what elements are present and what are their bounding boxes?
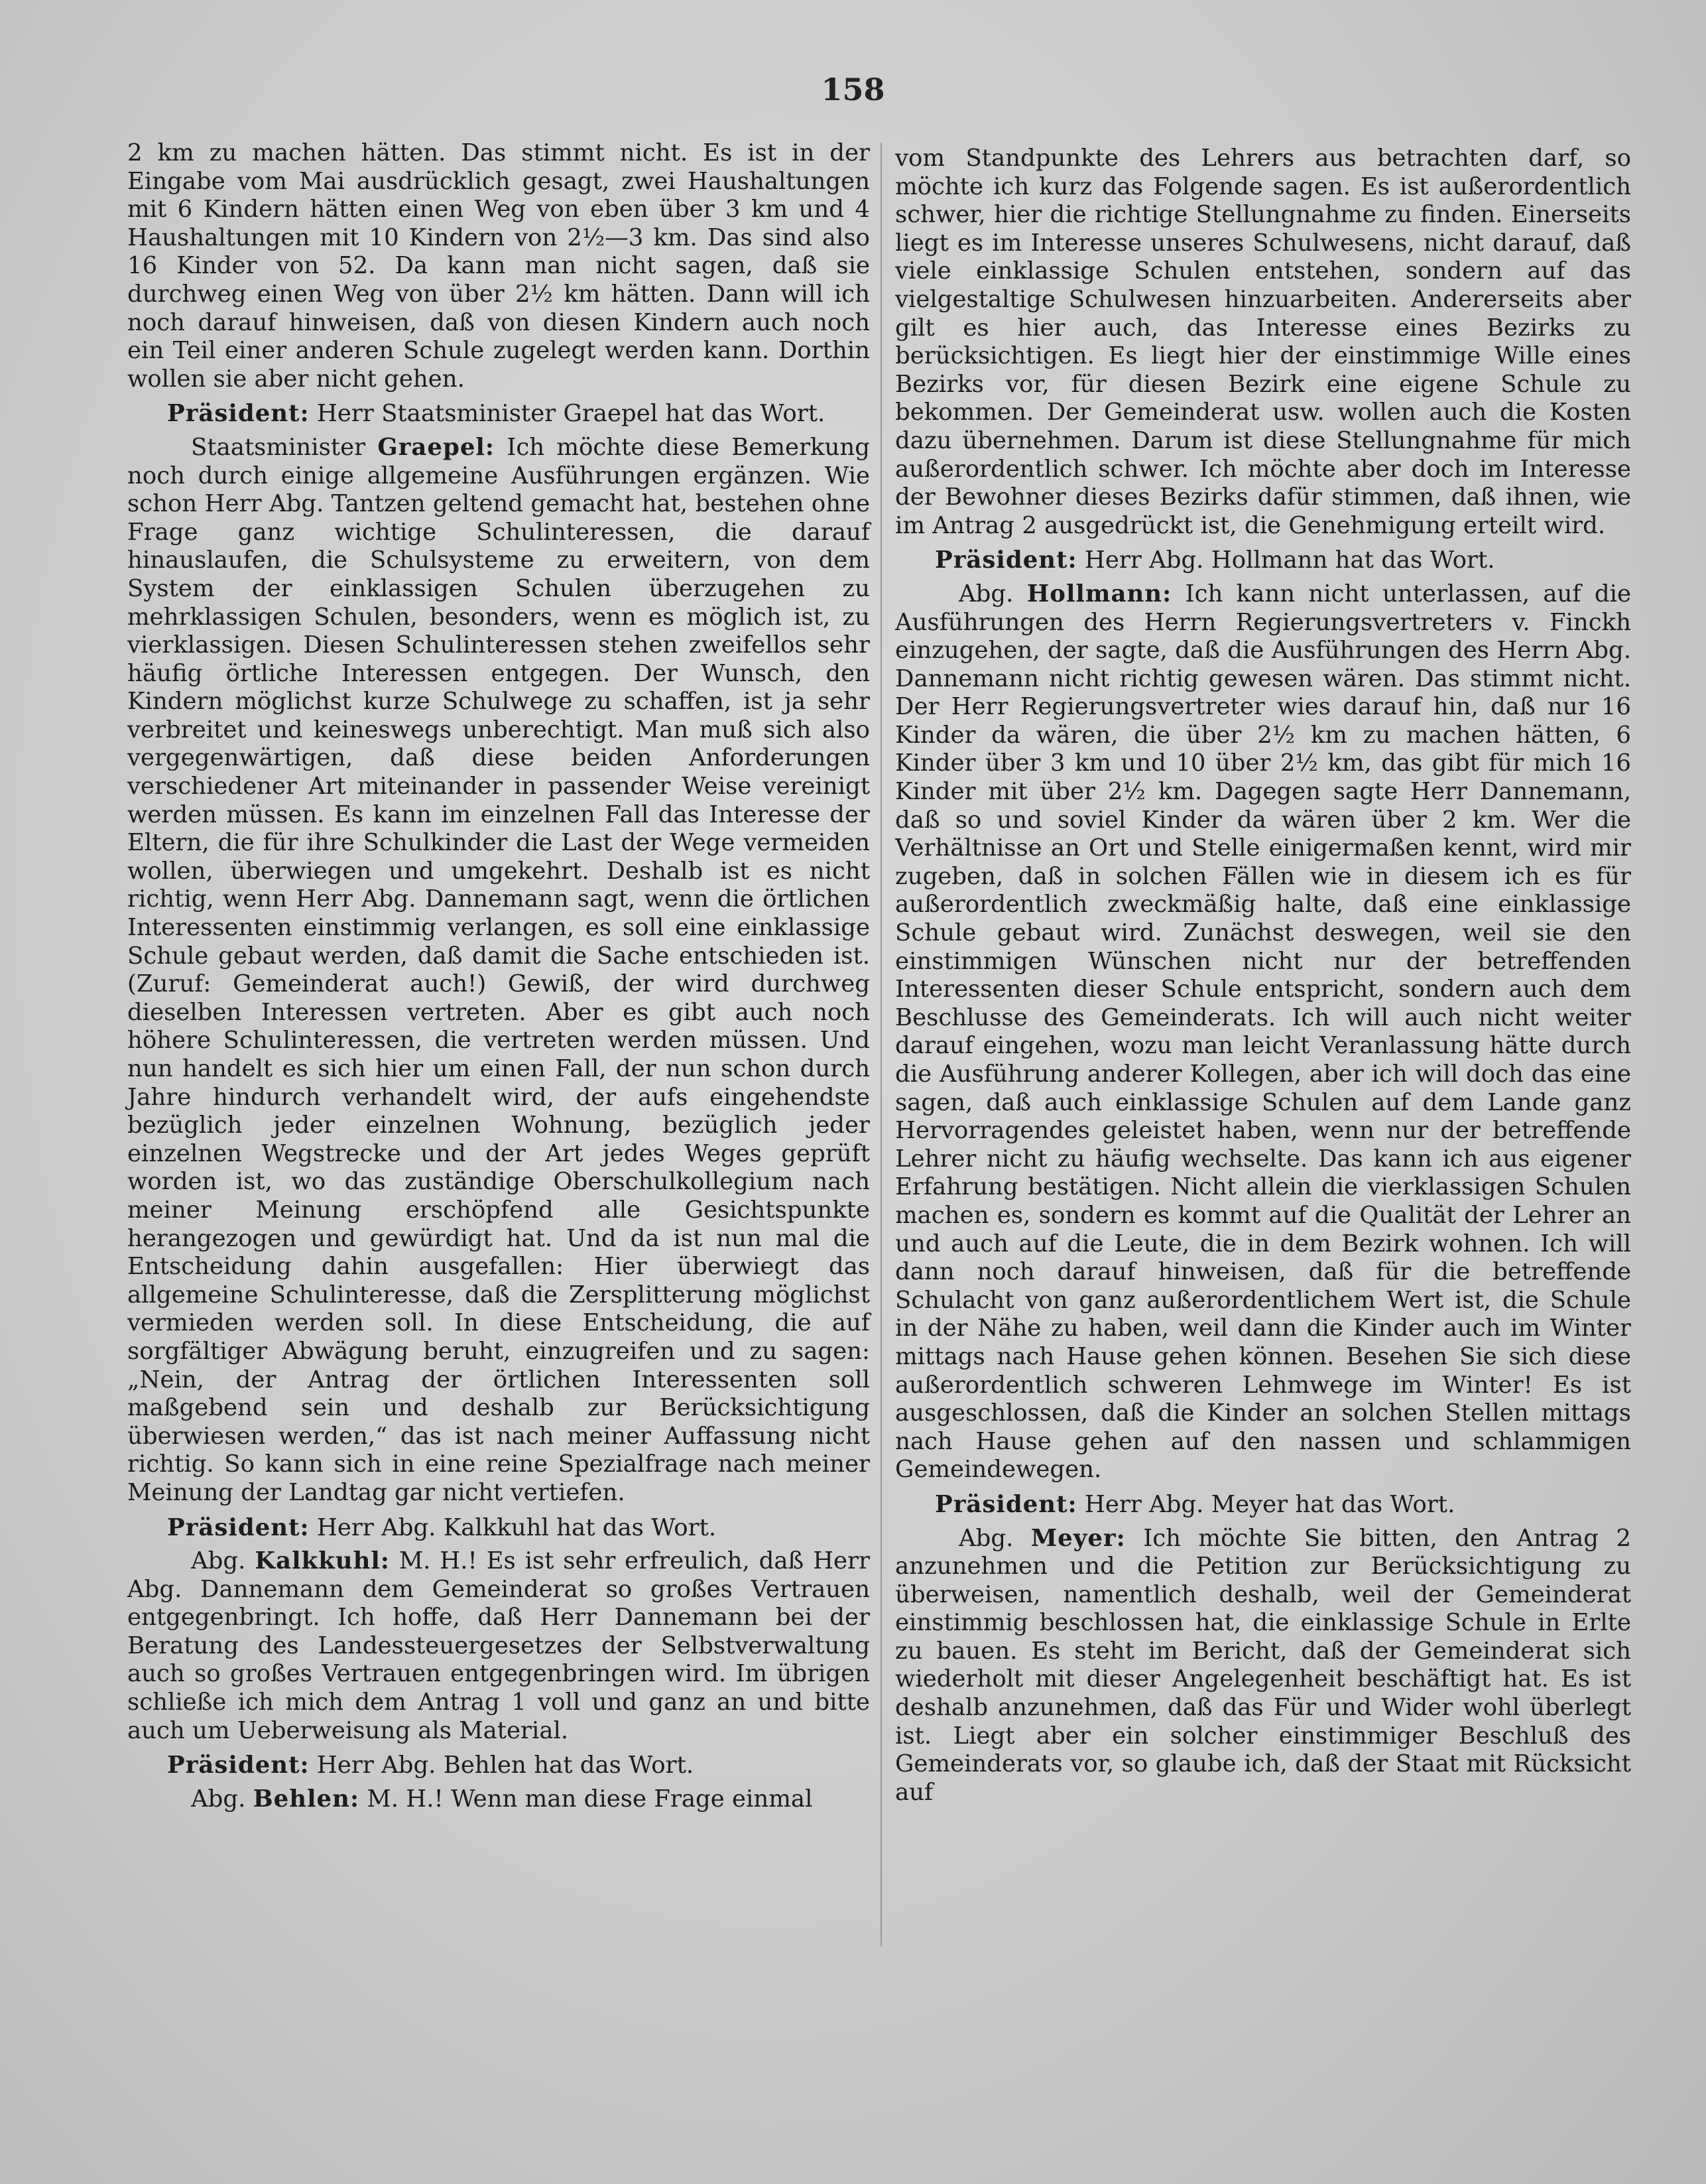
paragraph: vom Standpunkte des Lehrers aus betrachten darf, so möchte ich kurz das Folgende sagen. Es ist außerordentlich schwer, hier die richtige Stellungnahme zu finden. Einerseits liegt es im Interesse unseres Schulwesens, nicht darauf, daß viele einklassige Schulen entstehen, sondern auf das vielgestaltige Schulwesen hinzuarbeiten. Andererseits aber gilt es hier auch, das Interesse eines Bezirks zu berücksichtigen. Es liegt hier der einstimmige Wille eines Bezirks vor, für diesen Bezirk eine eigene Schule zu bekommen. Der Gemeinderat usw. wollen auch die Kosten dazu übernehmen. Darum ist diese Stellungnahme für mich außerordentlich schwer. Ich möchte aber doch im Interesse der Bewohner dieses Bezirks dafür stimmen, daß ihnen, wie im Antrag 2 ausgedrückt ist, die Genehmigung erteilt wird. [895,145,1631,539]
speaker-title: Abg. [959,580,1014,608]
speech-text: Ich möchte Sie bitten, den Antrag 2 anzunehmen und die Petition zur Berücksichtigung zu überweisen, namentlich deshalb, weil der Gemeinderat einstimmig beschlossen hat, die einklassige Schule in Erlte zu bauen. Es steht im Bericht, daß der Gemeinderat sich wiederholt mit dieser Angelegenheit beschäftigt hat. Es ist deshalb anzunehmen, daß das Für und Wider wohl überlegt ist. Liegt aber ein solcher einstimmiger Beschluß des Gemeinderats vor, so glaube ich, daß der Staat mit Rücksicht auf [895,1524,1631,1806]
speaker-label: Graepel: [377,433,495,461]
speaker-title: Abg. [959,1524,1014,1552]
president-line [895,1491,1631,1519]
president-text: Herr Abg. Kalkkuhl hat das Wort. [316,1513,717,1541]
speaker-title: Abg. [191,1785,246,1813]
president-text: Herr Staatsminister Graepel hat das Wort. [316,400,825,428]
speech-paragraph [895,580,1631,1484]
speech-text: Ich möchte diese Bemerkung noch durch einige allgemeine Ausführungen ergänzen. Wie schon Herr Abg. Tantzen geltend gemacht hat, bestehen ohne Frage ganz wichtige Schulinteressen, die darauf hinauslaufen, die Schulsysteme zu erweitern, von dem System der einklassigen Schulen überzugehen zu mehrklassigen Schulen, besonders, wenn es möglich ist, zu vierklassigen. Diesen Schulinteressen stehen zweifellos sehr häufig örtliche Interessen entgegen. Der Wunsch, den Kindern möglichst kurze Schulwege zu schaffen, ist ja sehr verbreitet und keineswegs unberechtigt. Man muß sich also vergegenwärtigen, daß diese beiden Anforderungen verschiedener Art miteinander in passender Weise vereinigt werden müssen. Es kann im einzelnen Fall das Interesse der Eltern, die für ihre Schulkinder die Last der Wege vermeiden wollen, überwiegen und umgekehrt. Deshalb ist es nicht richtig, wenn Herr Abg. Dannemann sagt, wenn die örtlichen Interessenten einstimmig verlangen, es soll eine einklassige Schule gebaut werden, daß damit die Sache entschieden ist. (Zuruf: Gemeinderat auch!) Gewiß, der wird durchweg dieselben Interessen vertreten. Aber es gibt auch noch höhere Schulinteressen, die vertreten werden müssen. Und nun handelt es sich hier um einen Fall, der nun schon durch Jahre hindurch verhandelt wird, der aufs eingehendste bezüglich jeder einzelnen Wohnung, bezüglich jeder einzelnen Wegstrecke und der Art jedes Weges geprüft worden ist, wo das zuständige Oberschulkollegium nach meiner Meinung erschöpfend alle Gesichtspunkte herangezogen und gewürdigt hat. Und da ist nun mal die Entscheidung dahin ausgefallen: Hier überwiegt das allgemeine Schulinteresse, daß die Zersplitterung möglichst vermieden werden soll. In diese Entscheidung, die auf sorgfältiger Abwägung beruht, einzugreifen und zu sagen: „Nein, der Antrag der örtlichen Interessenten soll maßgebend sein und deshalb zur Berücksichtigung überwiesen werden,“ das ist nach meiner Auffassung nicht richtig. So kann sich in eine reine Spezialfrage nach meiner Meinung der Landtag gar nicht vertiefen. [127,433,870,1506]
speaker-title: Abg. [191,1547,246,1575]
speech-text: Ich kann nicht unterlassen, auf die Ausführungen des Herrn Regierungsvertreters v. Finckh einzugehen, der sagte, daß die Ausführungen des Herrn Abg. Dannemann nicht richtig gewesen wären. Das stimmt nicht. Der Herr Regierungsvertreter wies darauf hin, daß nur 16 Kinder da wären, die über 2½ km zu machen hätten, 6 Kinder über 3 km und 10 über 2½ km, das gibt für mich 16 Kinder mit über 2½ km. Dagegen sagte Herr Dannemann, daß so und soviel Kinder da wären über 2 km. Wer die Verhältnisse an Ort und Stelle einigermaßen kennt, wird mir zugeben, daß in solchen Fällen wie in diesem ich es für außerordentlich zweckmäßig halte, daß eine einklassige Schule gebaut wird. Zunächst deswegen, weil sie den einstimmigen Wünschen nicht nur der betreffenden Interessenten dieser Schule entspricht, sondern auch dem Beschlusse des Gemeinderats. Ich will auch nicht weiter darauf eingehen, wozu man leicht Veranlassung hätte durch die Ausführung anderer Kollegen, aber ich will doch das eine sagen, daß auch einklassige Schulen auf dem Lande ganz Hervorragendes geleistet haben, wenn nur der betreffende Lehrer nicht zu häufig wechselte. Das kann ich aus eigener Erfahrung bestätigen. Nicht allein die vierklassigen Schulen machen es, sondern es kommt auf die Qualität der Lehrer an und auch auf die Leute, die in dem Bezirk wohnen. Ich will dann noch darauf hinweisen, daß für die betreffende Schulacht von ganz außerordentlichem Wert ist, die Schule in der Nähe zu haben, weil dann die Kinder auch im Winter mittags nach Hause gehen können. Besehen Sie sich diese außerordentlich schweren Lehmwege im Winter! Es ist ausgeschlossen, daß die Kinder an solchen Stellen mittags nach Hause gehen auf den nassen und schlammigen Gemeindewegen. [895,580,1631,1484]
speaker-label: Präsident: [935,546,1077,574]
speaker-label: Hollmann: [1026,580,1172,608]
speaker-label: Präsident: [167,400,310,428]
president-line [895,546,1631,575]
speech-paragraph [127,1785,870,1814]
speech-text: M. H.! Es ist sehr erfreulich, daß Herr Abg. Dannemann dem Gemeinderat so großes Vertrauen entgegenbringt. Ich hoffe, daß Herr Dannemann bei der Beratung des Landessteuergesetzes der Selbstverwaltung auch so großes Vertrauen entgegenbringen wird. Im übrigen schließe ich mich dem Antrag 1 voll und ganz an und bitte auch um Ueberweisung als Material. [127,1547,870,1744]
speaker-label: Präsident: [167,1513,310,1541]
speaker-label: Behlen: [253,1785,360,1813]
president-line [127,1514,870,1543]
speaker-label: Meyer: [1030,1524,1126,1552]
speech-paragraph [895,1525,1631,1807]
left-column [127,139,870,1813]
president-text: Herr Abg. Hollmann hat das Wort. [1084,546,1495,574]
speech-paragraph [127,434,870,1508]
president-text: Herr Abg. Meyer hat das Wort. [1084,1490,1455,1518]
speaker-title: Staatsminister [191,433,366,461]
president-line [127,1752,870,1780]
speaker-label: Präsident: [167,1752,310,1779]
speaker-label: Kalkkuhl: [255,1547,390,1575]
speech-text: M. H.! Wenn man diese Frage einmal [367,1785,813,1813]
page-number: 158 [821,72,885,107]
column-divider [881,143,882,1947]
paragraph: 2 km zu machen hätten. Das stimmt nicht. Es ist in der Eingabe vom Mai ausdrücklich gesagt, zwei Haushaltungen mit 6 Kindern hätten einen Weg von eben über 3 km und 4 Haushaltungen mit 10 Kindern von 2½—3 km. Das sind also 16 Kinder von 52. Da kann man nicht sagen, daß sie durchweg einen Weg von über 2½ km hätten. Dann will ich noch darauf hinweisen, daß von diesen Kindern auch noch ein Teil einer anderen Schule zugelegt werden kann. Dorthin wollen sie aber nicht gehen. [127,139,870,393]
president-line [127,400,870,428]
president-text: Herr Abg. Behlen hat das Wort. [316,1752,694,1779]
speech-paragraph [127,1547,870,1745]
speaker-label: Präsident: [935,1490,1077,1518]
right-column [895,145,1631,1807]
